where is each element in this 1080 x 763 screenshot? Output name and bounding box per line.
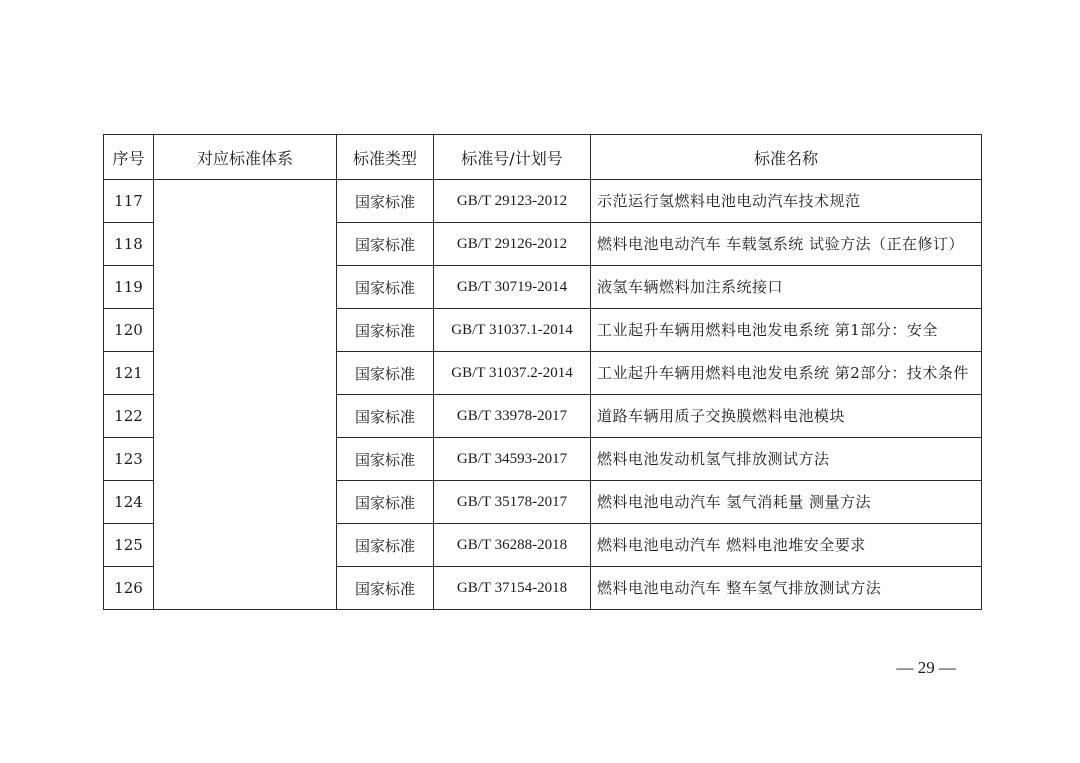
- table-header-row: [104, 135, 982, 180]
- standard-type-cell: 国家标准: [337, 352, 434, 395]
- standard-type-cell: 国家标准: [337, 309, 434, 352]
- standard-name-cell: 燃料电池电动汽车 整车氢气排放测试方法: [591, 567, 982, 610]
- standard-type-cell: 国家标准: [337, 524, 434, 567]
- standard-type-cell: 国家标准: [337, 567, 434, 610]
- table-row: [104, 180, 982, 223]
- page-number: — 29 —: [896, 658, 956, 677]
- header-standard-code: 标准号/计划号: [434, 135, 591, 180]
- standard-name-cell: 燃料电池电动汽车 氢气消耗量 测量方法: [591, 481, 982, 524]
- standard-code-cell: GB/T 30719-2014: [434, 266, 591, 309]
- standard-name-cell: 工业起升车辆用燃料电池发电系统 第1部分：安全: [591, 309, 982, 352]
- header-serial-no: 序号: [104, 135, 154, 180]
- standard-name-cell: 道路车辆用质子交换膜燃料电池模块: [591, 395, 982, 438]
- standard-code-cell: GB/T 34593-2017: [434, 438, 591, 481]
- header-standard-system: 对应标准体系: [154, 135, 337, 180]
- standard-code-cell: GB/T 31037.2-2014: [434, 352, 591, 395]
- header-standard-name: 标准名称: [591, 135, 982, 180]
- standard-type-cell: 国家标准: [337, 223, 434, 266]
- serial-no-cell: 126: [104, 567, 154, 610]
- standard-code-cell: GB/T 31037.1-2014: [434, 309, 591, 352]
- standard-type-cell: 国家标准: [337, 438, 434, 481]
- header-standard-type: 标准类型: [337, 135, 434, 180]
- standard-code-cell: GB/T 33978-2017: [434, 395, 591, 438]
- serial-no-cell: 118: [104, 223, 154, 266]
- standard-code-cell: GB/T 29126-2012: [434, 223, 591, 266]
- standard-type-cell: 国家标准: [337, 395, 434, 438]
- standard-code-cell: GB/T 35178-2017: [434, 481, 591, 524]
- standard-name-cell: 燃料电池电动汽车 燃料电池堆安全要求: [591, 524, 982, 567]
- standard-name-cell: 燃料电池电动汽车 车载氢系统 试验方法（正在修订）: [591, 223, 982, 266]
- standard-name-cell: 工业起升车辆用燃料电池发电系统 第2部分：技术条件: [591, 352, 982, 395]
- serial-no-cell: 124: [104, 481, 154, 524]
- serial-no-cell: 125: [104, 524, 154, 567]
- serial-no-cell: 122: [104, 395, 154, 438]
- serial-no-cell: 117: [104, 180, 154, 223]
- standard-code-cell: GB/T 36288-2018: [434, 524, 591, 567]
- serial-no-cell: 121: [104, 352, 154, 395]
- serial-no-cell: 120: [104, 309, 154, 352]
- standard-type-cell: 国家标准: [337, 481, 434, 524]
- standard-code-cell: GB/T 29123-2012: [434, 180, 591, 223]
- standard-name-cell: 液氢车辆燃料加注系统接口: [591, 266, 982, 309]
- serial-no-cell: 119: [104, 266, 154, 309]
- standard-type-cell: 国家标准: [337, 180, 434, 223]
- standard-system-cell: [154, 180, 337, 610]
- standard-name-cell: 燃料电池发动机氢气排放测试方法: [591, 438, 982, 481]
- standard-type-cell: 国家标准: [337, 266, 434, 309]
- serial-no-cell: 123: [104, 438, 154, 481]
- standard-code-cell: GB/T 37154-2018: [434, 567, 591, 610]
- standard-name-cell: 示范运行氢燃料电池电动汽车技术规范: [591, 180, 982, 223]
- standards-table: [103, 134, 982, 610]
